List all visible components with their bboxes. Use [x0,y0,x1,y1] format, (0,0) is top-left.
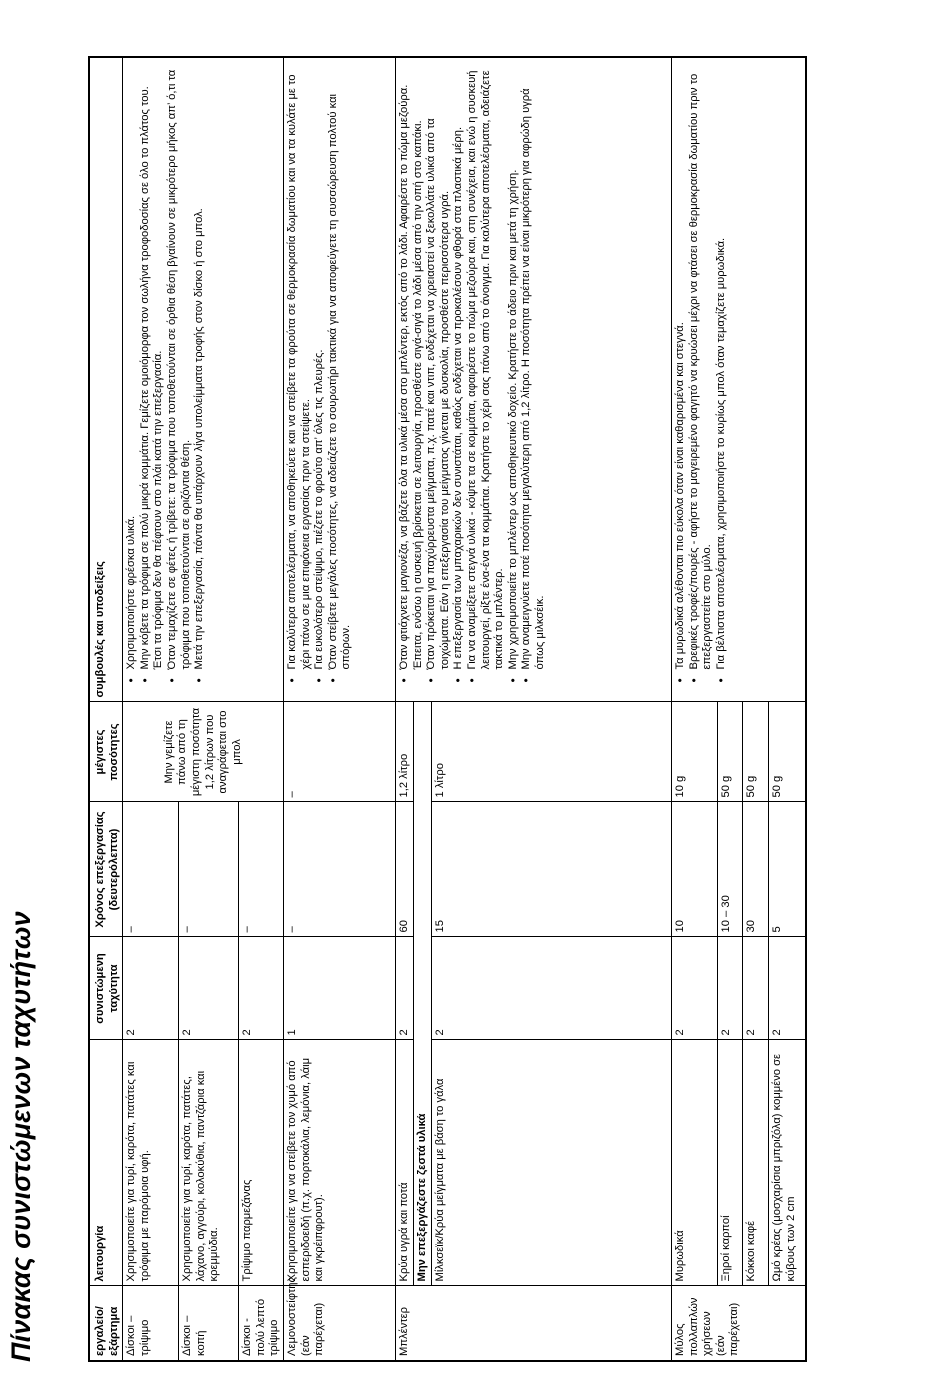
table-row [283,57,395,1361]
list-item: • Για καλύτερα αποτελέσματα, να αποθηκεύετε και να στείβετε τα φρούτα σε θερμοκρασία δωματίου και να τα κυλάτε με το χέρι πάνω σε μια επιφάνεια εργασίας πριν τα στείψετε. [286,62,313,670]
function-cell: Ωμό κρέας (μοσχαρίσια μπριζόλα) κομμένο σε κύβους των 2 cm [768,1040,806,1286]
list-item: • Μην κόβετε τα τρόφιμα σε πολύ μικρά κομμάτια. Γεμίζετε ομοιόμορφα τον σωλήνα τροφοδοσίας σε όλο το πλάτος του. Έτσι τα τρόφιμα δεν θα πέφτουν στο πλάι κατά την επεξεργασία. [139,62,166,670]
warning-cell: Μην επεξεργάζεστε ζεστά υλικά [413,702,431,1286]
list-item: • Βρεφικές τροφές/πουρές - αφήστε το μαγειρεμένο φαγητό να κρυώσει μέχρι να φτάσει σε θερμοκρασία δωματίου πριν το επεξεργαστείτε στο μύλο. [688,62,715,670]
speed-cell: 2 [671,937,717,1040]
list-item: • Μετά την επεξεργασία, πάντα θα υπάρχουν λίγα υπολείμματα τροφής στον δίσκο ή στο μπολ. [193,62,207,670]
tips-list [286,62,354,684]
page-title: Πίνακας συνιστώμενων ταχυτήτων [6,911,36,1362]
time-cell: 10 – 30 [717,802,742,937]
time-cell: 5 [768,802,806,937]
time-cell: 30 [742,802,768,937]
max-cell: 1,2 λίτρο [395,702,413,802]
header-function: λειτουργία [89,1040,123,1286]
max-cell: 50 g [768,702,806,802]
tool-cell: Δίσκοι – κοπή [179,1286,239,1361]
tips-list [125,62,207,684]
speed-cell: 2 [742,937,768,1040]
header-speed: συνιστώμενη ταχύτητα [89,937,123,1040]
speed-cell: 2 [239,937,284,1040]
list-item: • Όταν φτιάχνετε μαγιονέζα, να βάζετε όλα τα υλικά μέσα στο μπλέντερ, εκτός από το λάδι. Αφαιρέστε το πώμα μεζούρα. Έπειτα, ενόσω η συσκευή βρίσκεται σε λειτουργία, προσθέστε σιγά-σιγά το λάδι μέσα από την οπή στο καπάκι. [398,62,425,670]
speed-cell: 2 [431,937,671,1040]
list-item: • Μην αναμειγνύετε ποτέ ποσότητα μεγαλύτερη από 1,2 λίτρο. Η ποσότητα πρέπει να είναι μικρότερη για αφρώδη υγρά όπως μιλκσέικ. [520,62,547,670]
max-cell: 10 g [671,702,717,802]
time-cell: – [239,802,284,937]
header-tips: συμβουλές και υποδείξεις [89,57,123,702]
tips-cell [395,57,671,702]
tool-cell: Μύλος πολλαπλών χρήσεων (εάν παρέχεται) [671,1286,806,1361]
list-item: • Χρησιμοποιήστε φρέσκα υλικά. [125,62,139,670]
header-max: μέγιστες ποσότητες [89,702,123,802]
tool-cell: Δίσκοι – τρίψιμο [123,1286,179,1361]
function-cell: Χρησιμοποιείτε για τυρί, καρότα, πατάτες και τρόφιμα με παρόμοια υφή. [123,1040,179,1286]
speed-table [88,56,807,1362]
time-cell: 60 [395,802,413,937]
table-row [123,57,179,1361]
max-cell: 50 g [742,702,768,802]
list-item: • Όταν πρόκειται για παχύρρευστα μείγματα, π.χ. πατέ και ντιπ, ενδέχεται να χρειαστεί να ξεκολλάτε υλικά από τα τοιχώματα. Εάν η επεξεργασία του μείγματος γίνεται με δυσκολία, προσθέστε περισσότερα υγρά. [425,62,452,670]
max-cell: Μην γεμίζετε πάνω από τη μέγιστη ποσότητα 1,2 λίτρων που αναγράφεται στο μπολ [123,702,284,802]
list-item: • Όταν τεμαχίζετε σε φέτες ή τρίβετε: τα τρόφιμα που τοποθετούνται σε όρθια θέση βγαίνουν σε μικρότερο μήκος απ’ ό,τι τα τρόφιμα που τοποθετούνται σε οριζόντια θέση. [166,62,193,670]
list-item: • Όταν στείβετε μεγάλες ποσότητες, να αδειάζετε το σουρωτήρι τακτικά για να αποφεύγετε τη συσσώρευση πολτού και σπόρων. [327,62,354,670]
function-cell: Ξηροί καρποί [717,1040,742,1286]
speed-cell: 2 [717,937,742,1040]
time-cell: 15 [431,802,671,937]
speed-cell: 2 [123,937,179,1040]
function-cell: Μίλκσεϊκ/Κρύα μείγματα με βάση το γάλα [431,1040,671,1286]
function-cell: Τρίψιμο παρμεζάνας [239,1040,284,1286]
time-cell: – [179,802,239,937]
speed-cell: 2 [395,937,413,1040]
header-row [89,57,123,1361]
list-item: • Για βέλτιστα αποτελέσματα, χρησιμοποιήστε το κυρίως μπολ όταν τεμαχίζετε μυρωδικά. [715,62,729,670]
speed-cell: 2 [179,937,239,1040]
time-cell: 10 [671,802,717,937]
list-item: • Η επεξεργασία των μπαχαρικών δεν συνιστάται, καθώς ενδέχεται να προκαλέσουν φθορά στα πλαστικά μέρη. [452,62,466,670]
tips-list [674,62,728,684]
time-cell: – [283,802,395,937]
table-row [395,57,413,1361]
function-cell: Κρύα υγρά και ποτά [395,1040,413,1286]
max-cell: 1 λίτρο [431,702,671,802]
list-item: • Για να αναμείξετε στεγνά υλικά - κόψτε τα σε κομμάτια, αφαιρέστε το πώμα μεζούρα και, στη συνέχεια, και ενώ η συσκευή λειτουργεί, ρίξτε ένα-ένα τα κομμάτια. Κρατήστε το χέρι σας πάνω από το άνοιγμα. Για καλύτερα αποτελέσματα, αδειάζετε τακτικά το μπλέντερ. [466,62,507,670]
function-cell: Κόκκοι καφέ [742,1040,768,1286]
speed-cell: 2 [768,937,806,1040]
tips-cell [283,57,395,702]
header-tool: εργαλείο/ εξάρτημα [89,1286,123,1361]
tips-list [398,62,548,684]
tips-cell [671,57,806,702]
table-row [671,57,717,1361]
list-item: • Τα μυρωδικά αλέθονται πιο εύκολα όταν είναι καθαρισμένα και στεγνά. [674,62,688,670]
list-item: • Για ευκολότερο στείψιμο, πιέζετε το φρούτο απ’ όλες τις πλευρές. [313,62,327,670]
tool-cell: Λεμονοστείφτης (εάν παρέχεται) [283,1286,395,1361]
list-item: • Μην χρησιμοποιείτε το μπλέντερ ως αποθηκευτικό δοχείο. Κρατήστε το άδειο πριν και μετά τη χρήση. [507,62,521,670]
function-cell: Χρησιμοποιείτε για να στείβετε τον χυμό από εσπεριδοειδή (π.χ. πορτοκάλια, λεμόνια, λάιμ και γκρέιπφρουτ). [283,1040,395,1286]
tool-cell: Δίσκοι - πολύ λεπτό τρίψιμο [239,1286,284,1361]
header-time: Χρόνος επεξεργασίας (δευτερόλεπτα) [89,802,123,937]
function-cell: Μυρωδικά [671,1040,717,1286]
function-cell: Χρησιμοποιείτε για τυρί, καρότα, πατάτες, λάχανο, αγγούρι, κολοκύθια, παντζάρια και κρεμμύδια. [179,1040,239,1286]
tips-cell [123,57,284,702]
tool-cell: Μπλέντερ [395,1286,671,1361]
max-cell: 50 g [717,702,742,802]
max-cell: – [283,702,395,802]
speed-cell: 1 [283,937,395,1040]
time-cell: – [123,802,179,937]
